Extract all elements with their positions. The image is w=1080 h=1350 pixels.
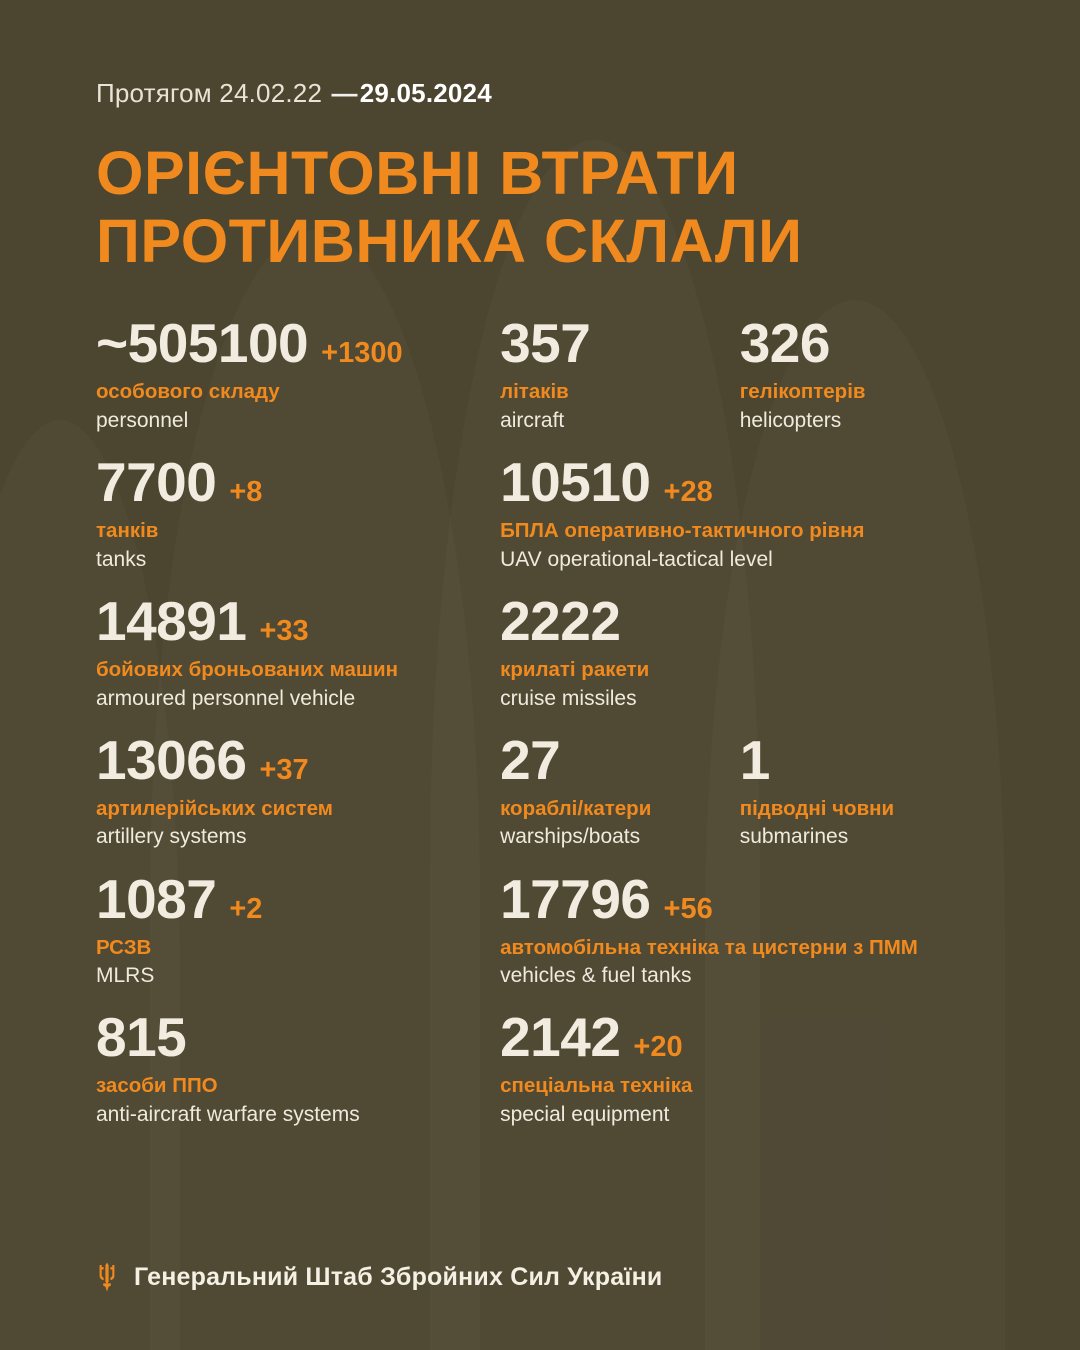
stat-label-ua: крилаті ракети <box>500 658 650 682</box>
stat-label-en: helicopters <box>739 409 842 433</box>
stat-value: 17796 <box>500 867 651 930</box>
stats-row <box>96 728 984 872</box>
stats-row <box>96 867 984 1011</box>
stat-value: 1 <box>739 728 770 791</box>
trident-icon <box>96 1262 118 1292</box>
title-line-2: ПРОТИВНИКА СКЛАЛИ <box>96 207 803 276</box>
stat-value: 2142 <box>500 1006 621 1069</box>
stat-label-en: cruise missiles <box>500 686 637 710</box>
stat-value: 14891 <box>96 590 247 653</box>
stat-delta: +1300 <box>321 337 403 370</box>
stat-value: 10510 <box>500 451 651 514</box>
stat-label-en: UAV operational-tactical level <box>500 547 773 571</box>
stats-row <box>96 1006 984 1149</box>
stat-label-ua: танків <box>96 519 159 543</box>
date-dash: — <box>331 78 358 108</box>
stat-label-en: armoured personnel vehicle <box>96 686 356 710</box>
stat-label-ua: кораблі/катери <box>500 796 652 820</box>
stat-label-en: anti-aircraft warfare systems <box>96 1102 360 1126</box>
stat-anti-aircraft <box>96 1006 500 1149</box>
stat-submarines <box>739 728 984 872</box>
stat-tanks <box>96 451 500 594</box>
stats-row <box>96 312 984 455</box>
stat-label-ua: автомобільна техніка та цистерни з ПММ <box>500 935 918 959</box>
stat-label-ua: бойових броньованих машин <box>96 658 399 682</box>
stat-value: 357 <box>500 312 591 375</box>
stat-armoured-vehicles <box>96 590 500 733</box>
stat-warships <box>500 728 740 872</box>
title-line-1: ОРІЄНТОВНІ ВТРАТИ <box>96 139 739 207</box>
stat-label-ua: особового складу <box>96 380 280 404</box>
stat-delta: +33 <box>259 615 309 648</box>
stat-label-en: artillery systems <box>96 825 247 849</box>
stat-value: ~505100 <box>96 312 309 375</box>
stat-cruise-missiles <box>500 590 984 733</box>
stat-aircraft <box>500 312 740 455</box>
stat-value: 1087 <box>96 867 217 930</box>
stat-value: 2222 <box>500 590 621 653</box>
stat-delta: +20 <box>633 1031 683 1064</box>
current-date: 29.05.2024 <box>359 78 492 108</box>
stat-label-ua: гелікоптерів <box>739 380 866 404</box>
stat-uav <box>500 451 984 594</box>
stat-label-en: submarines <box>739 825 849 849</box>
stat-label-ua: артилерійських систем <box>96 796 333 820</box>
stat-value: 27 <box>500 728 561 791</box>
stat-delta: +28 <box>663 476 713 509</box>
stats-row <box>96 451 984 594</box>
stats-row <box>96 590 984 733</box>
stat-helicopters <box>739 312 984 455</box>
stat-personnel <box>96 312 500 455</box>
stat-delta: +56 <box>663 892 713 925</box>
stat-vehicles-fuel-tanks <box>500 867 984 1011</box>
date-line <box>96 0 984 109</box>
stat-label-en: warships/boats <box>500 825 641 849</box>
stat-label-en: aircraft <box>500 409 565 433</box>
stat-value: 815 <box>96 1006 187 1069</box>
stat-label-ua: підводні човни <box>739 796 895 820</box>
footer <box>96 1262 662 1292</box>
period-start: Протягом 24.02.22 <box>96 78 323 108</box>
stat-label-en: tanks <box>96 547 147 571</box>
stat-value: 326 <box>739 312 830 375</box>
stat-label-ua: РСЗВ <box>96 935 152 959</box>
stat-value: 7700 <box>96 451 217 514</box>
stats-grid <box>96 312 984 1149</box>
stat-mlrs <box>96 867 500 1011</box>
stat-label-ua: літаків <box>500 380 569 404</box>
stat-label-ua: засоби ППО <box>96 1074 218 1098</box>
stat-delta: +2 <box>229 892 263 925</box>
stat-label-en: personnel <box>96 409 189 433</box>
footer-text: Генеральний Штаб Збройних Сил України <box>134 1262 663 1291</box>
stat-artillery <box>96 728 500 872</box>
page-title <box>96 139 984 276</box>
stat-label-en: MLRS <box>96 964 155 988</box>
stat-delta: +8 <box>229 476 263 509</box>
stat-delta: +37 <box>259 753 309 786</box>
stat-value: 13066 <box>96 728 247 791</box>
stat-label-en: special equipment <box>500 1102 670 1126</box>
stat-label-ua: спеціальна техніка <box>500 1074 693 1098</box>
stat-label-ua: БПЛА оперативно-тактичного рівня <box>500 519 865 543</box>
stat-label-en: vehicles & fuel tanks <box>500 964 692 988</box>
stat-special-equipment <box>500 1006 984 1149</box>
